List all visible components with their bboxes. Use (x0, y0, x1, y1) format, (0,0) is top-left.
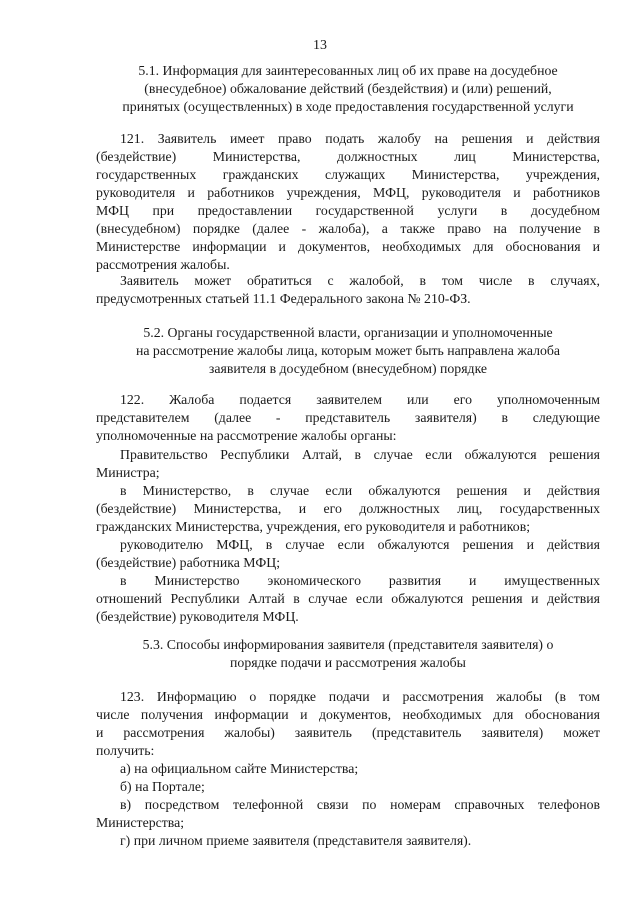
text-line: Министерстве информации и документов, необходимых для обоснования и (96, 239, 600, 254)
heading-line: принятых (осуществленных) в ходе предоставления государственной услуги (122, 99, 574, 114)
text-line: рассмотрения жалобы. (96, 257, 230, 272)
heading-line: 5.3. Способы информирования заявителя (представителя заявителя) о (142, 637, 554, 652)
paragraph-122 (96, 391, 600, 445)
text-line: 121. Заявитель имеет право подать жалобу на решения и действия (120, 131, 600, 146)
list-item (96, 832, 600, 850)
page-number: 13 (313, 38, 327, 53)
text-line: руководителя и работников учреждения, МФЦ, руководителя и работников (96, 185, 600, 200)
text-line: 122. Жалоба подается заявителем или его уполномоченным (120, 392, 600, 407)
text-line: уполномоченные на рассмотрение жалобы органы: (96, 428, 397, 443)
text-line: 123. Информацию о порядке подачи и рассмотрения жалобы (в том (120, 689, 600, 704)
section-5-3-heading (96, 636, 600, 672)
paragraph-121-continuation (96, 272, 600, 308)
text-line: (бездействие) Министерства, и его должностных лиц, государственных (96, 501, 600, 516)
text-line: в) посредством телефонной связи по номерам справочных телефонов (120, 797, 600, 812)
heading-line: (внесудебное) обжалование действий (бездействия) и (или) решений, (144, 81, 552, 96)
text-line: (бездействие) руководителя МФЦ. (96, 609, 299, 624)
text-line: получить: (96, 743, 155, 758)
text-line: представителем (далее - представитель заявителя) в следующие (96, 410, 600, 425)
text-line: (бездействие) Министерства, должностных лиц Министерства, (96, 149, 600, 164)
text-line: б) на Портале; (120, 779, 205, 794)
text-line: (бездействие) работника МФЦ; (96, 555, 281, 570)
text-line: числе получения информации и документов, необходимых для обоснования (96, 707, 600, 722)
text-line: в Министерство, в случае если обжалуются решения и действия (120, 483, 600, 498)
text-line: г) при личном приеме заявителя (представителя заявителя). (120, 833, 472, 848)
heading-line: порядке подачи и рассмотрения жалобы (230, 655, 466, 670)
text-line: и рассмотрения жалобы) заявитель (представитель заявителя) может (96, 725, 600, 740)
text-line: а) на официальном сайте Министерства; (120, 761, 359, 776)
list-item (96, 446, 600, 482)
heading-line: на рассмотрение жалобы лица, которым может быть направлена жалоба (135, 343, 561, 358)
text-line: в Министерство экономического развития и имущественных (120, 573, 600, 588)
text-line: (внесудебном) порядке (далее - жалоба), а также право на получение в (96, 221, 600, 236)
list-item (96, 536, 600, 572)
heading-line: заявителя в досудебном (внесудебном) порядке (208, 361, 488, 376)
paragraph-121 (96, 130, 600, 274)
text-line: предусмотренных статьей 11.1 Федерального закона № 210-ФЗ. (96, 291, 471, 306)
text-line: Правительство Республики Алтай, в случае если обжалуются решения (120, 447, 600, 462)
section-5-1-heading (96, 62, 600, 116)
list-item (96, 572, 600, 626)
text-line: Министерства; (96, 815, 185, 830)
list-item (96, 482, 600, 536)
heading-line: 5.2. Органы государственной власти, организации и уполномоченные (143, 325, 553, 340)
text-line: МФЦ при предоставлении государственной услуги в досудебном (96, 203, 600, 218)
text-line: государственных гражданских служащих Министерства, учреждения, (96, 167, 600, 182)
text-line: отношений Республики Алтай в случае если обжалуются решения и действия (96, 591, 600, 606)
paragraph-123 (96, 688, 600, 760)
heading-line: 5.1. Информация для заинтересованных лиц об их праве на досудебное (138, 63, 558, 78)
recipient-list (96, 446, 600, 626)
list-item (96, 778, 600, 796)
section-5-2-heading (96, 324, 600, 378)
list-item (96, 796, 600, 832)
text-line: гражданских Министерства, учреждения, его руководителя и работников; (96, 519, 531, 534)
list-item (96, 760, 600, 778)
text-line: руководителю МФЦ, в случае если обжалуются решения и действия (120, 537, 600, 552)
info-channels-list (96, 760, 600, 850)
text-line: Министра; (96, 465, 160, 480)
text-line: Заявитель может обратиться с жалобой, в том числе в случаях, (120, 273, 600, 288)
